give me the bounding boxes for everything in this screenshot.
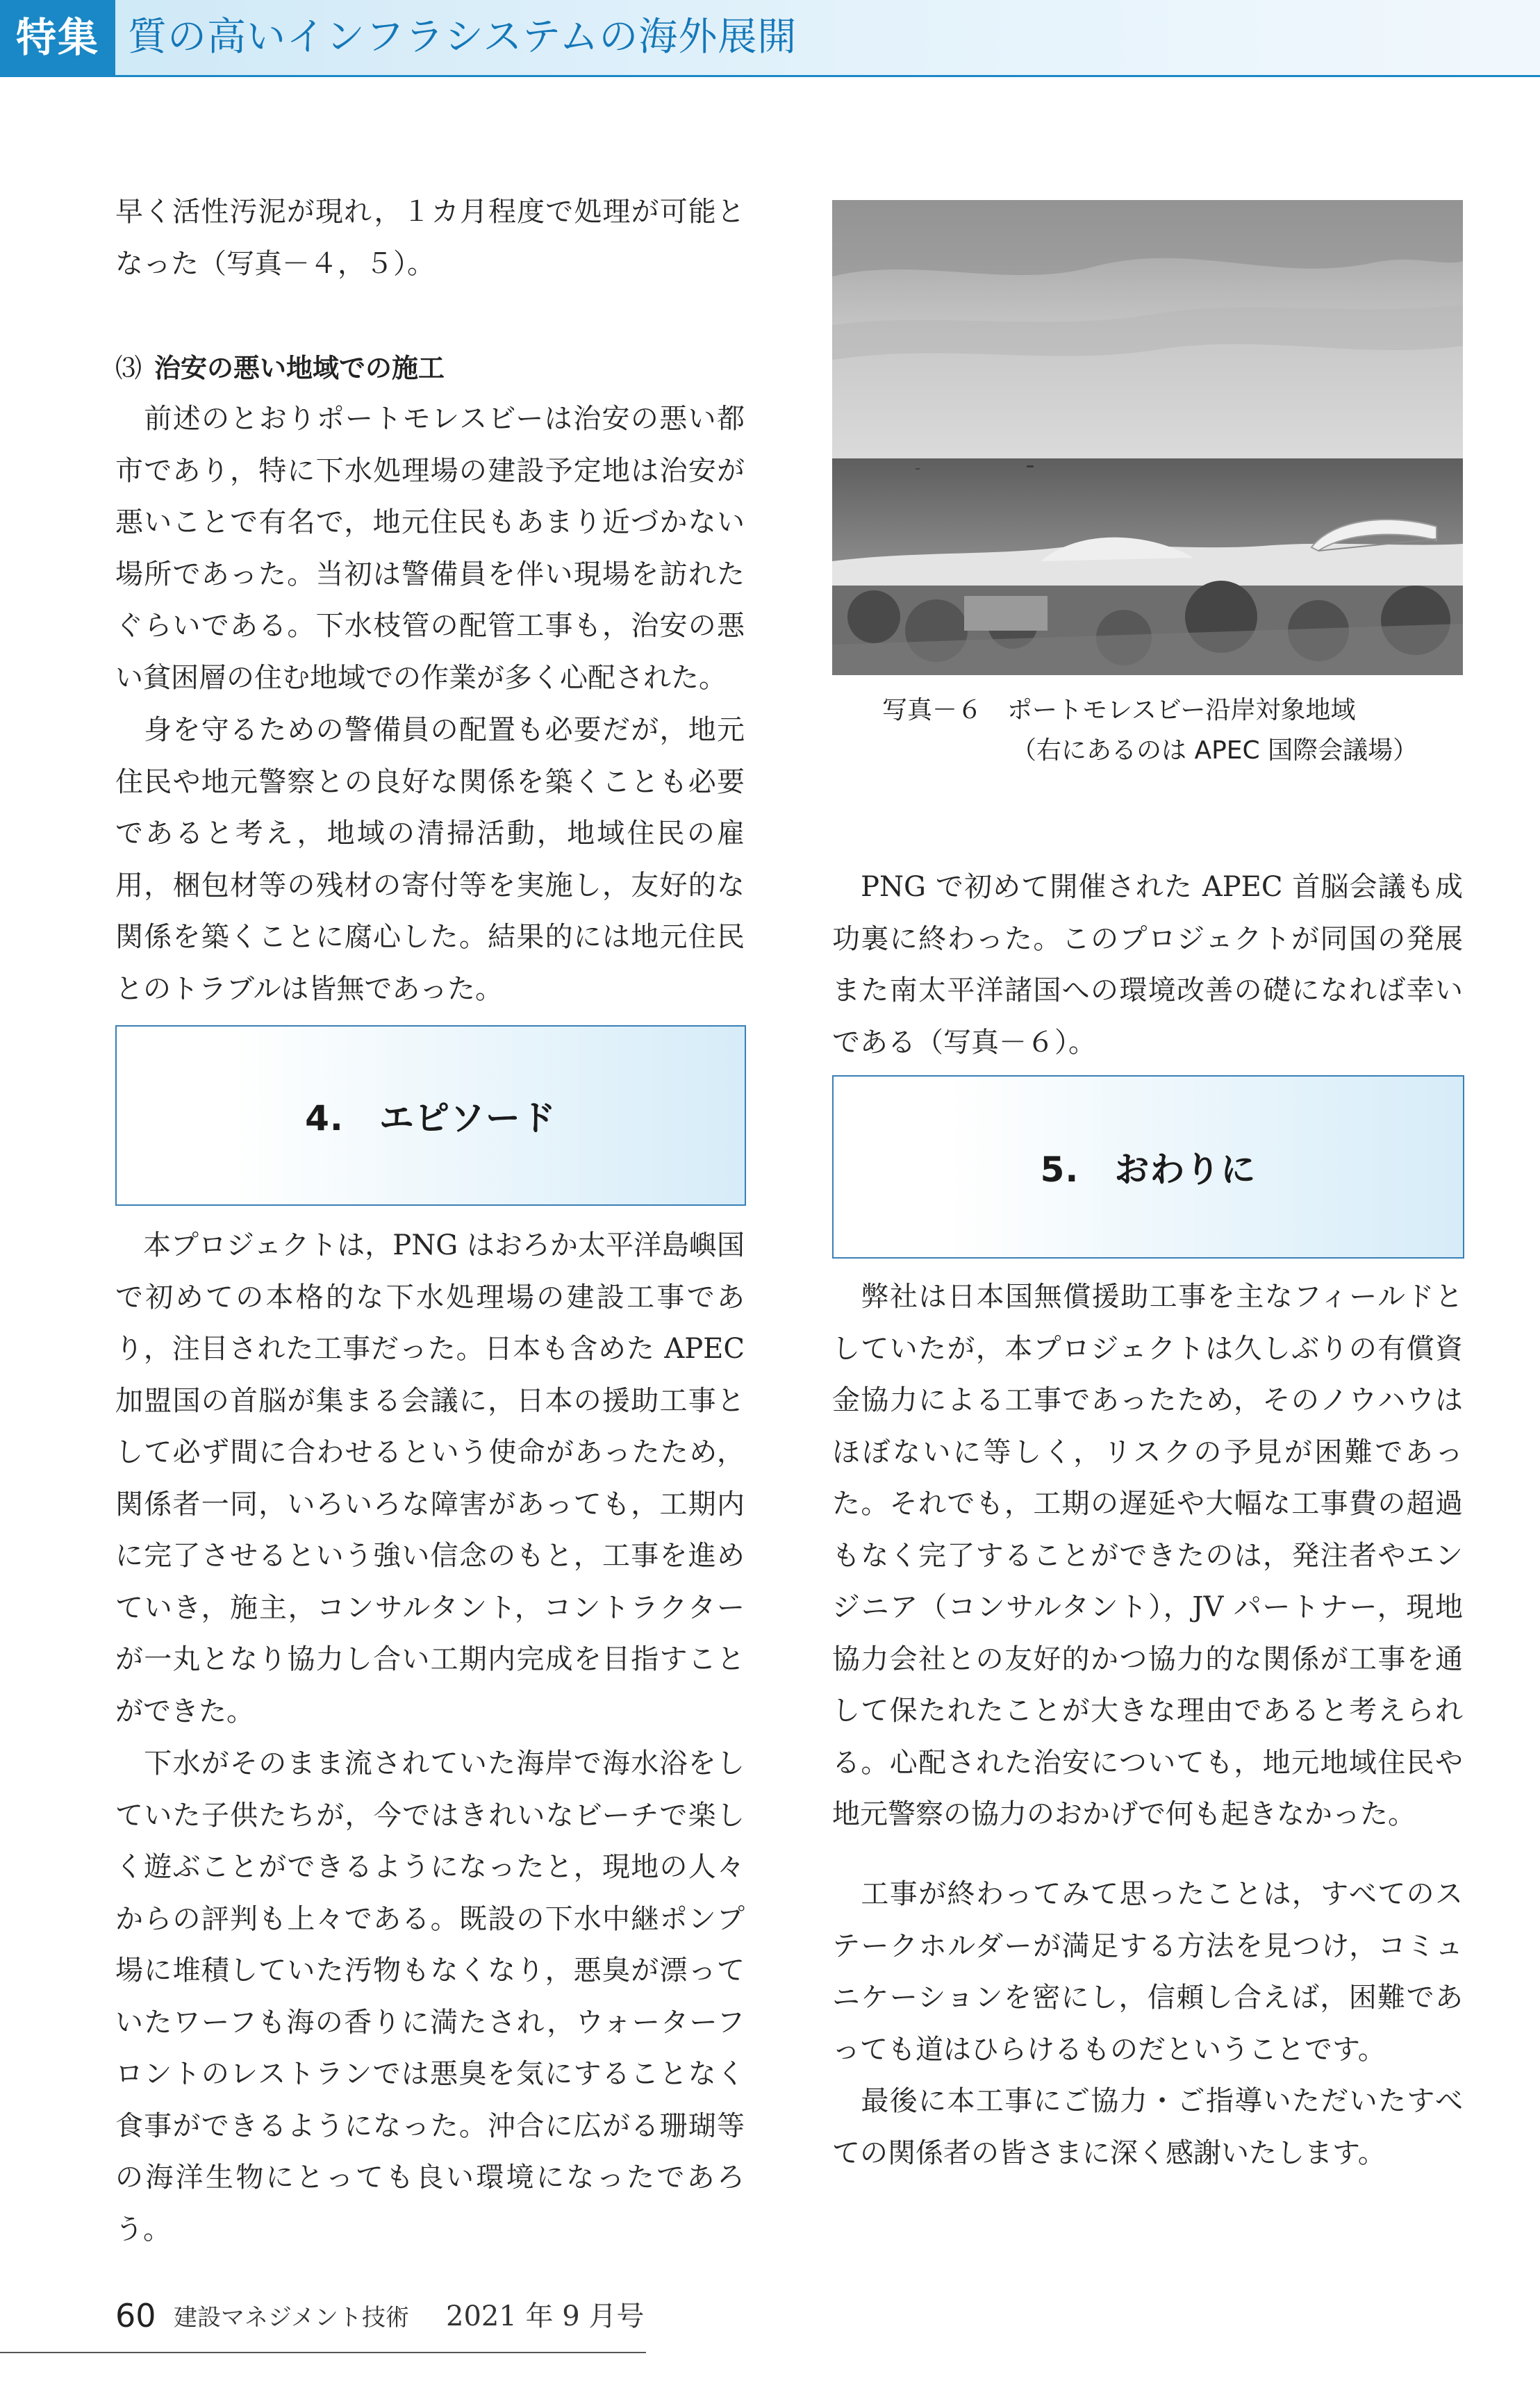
publication-name: 建設マネジメント技術: [174, 2304, 409, 2332]
para-security-1: 前述のとおりポートモレスビーは治安の悪い都市であり，特に下水処理場の建設予定地は治安が悪いことで有名で，地元住民もあまり近づかない場所であった。当初は警備員を伴い現場を訪れたぐらいである。下水枝管の配管工事も，治安の悪い貧困層の住む地域での作業が多く心配された。: [115, 403, 745, 694]
issue-date: 2021 年 9 月号: [446, 2300, 645, 2332]
header-rule: [0, 75, 1540, 77]
para-intro: 早く活性汚泥が現れ，１カ月程度で処理が可能となった（写真－４，５）。: [115, 196, 745, 280]
para-closing-2: 工事が終わってみて思ったことは，すべてのステークホルダーが満足する方法を見つけ，コミュニケーションを密にし，信頼し合えば，困難であっても道はひらけるものだということです。: [832, 1878, 1463, 2066]
page-number: 60: [115, 2297, 156, 2334]
section-4-title: 4. エピソード: [305, 1098, 556, 1138]
para-closing-3: 最後に本工事にご協力・ご指導いただいたすべての関係者の皆さまに深く感謝いたします。: [832, 2085, 1463, 2169]
para-security-2: 身を守るための警備員の配置も必要だが，地元住民や地元警察との良好な関係を築くことも必要であると考え，地域の清掃活動，地域住民の雇用，梱包材等の残材の寄付等を実施し，友好的な関係を築くことに腐心した。結果的には地元住民とのトラブルは皆無であった。: [115, 714, 745, 1005]
subsection-number: ⑶: [115, 353, 142, 383]
section-5-title: 5. おわりに: [1040, 1150, 1257, 1190]
para-episode-1: 本プロジェクトは，PNG はおろか太平洋島嶼国で初めての本格的な下水処理場の建設工事であり，注目された工事だった。日本も含めた APEC 加盟国の首脳が集まる会議に，日本の援助工事として必ず間に合わせるという使命があったため，関係者一同，いろいろな障害があっても，工期内に完了させるという強い信念のもと，工事を進めていき，施主，コンサルタント，コントラクターが一丸となり協力し合い工期内完成を目指すことができた。: [115, 1229, 745, 1727]
subsection-heading: [115, 347, 745, 389]
section-4-box: [115, 1025, 746, 1206]
photo-port-moresby-coast: [832, 200, 1463, 675]
subsection-title: 治安の悪い地域での施工: [154, 353, 445, 383]
para-episode-2: 下水がそのまま流されていた海岸で海水浴をしていた子供たちが，今ではきれいなビーチで楽しく遊ぶことができるようになったと，現地の人々からの評判も上々である。既設の下水中継ポンプ場に堆積していた汚物もなくなり，悪臭が漂っていたワーフも海の香りに満たされ，ウォーターフロントのレストランでは悪臭を気にすることなく食事ができるようになった。沖合に広がる珊瑚等の海洋生物にとっても良い環境になったであろう。: [115, 1748, 745, 2246]
photo-caption-line-1: 写真－６ ポートモレスビー沿岸対象地域: [882, 696, 1356, 724]
header-tag: 特集: [0, 0, 115, 75]
coast-photo-illustration: [832, 200, 1463, 675]
para-apec: PNG で初めて開催された APEC 首脳会議も成功裏に終わった。このプロジェクトが同国の発展また南太平洋諸国への環境改善の礎になれば幸いである（写真－６）。: [832, 871, 1463, 1059]
section-5-box: [832, 1075, 1464, 1259]
header-title: 質の高いインフラシステムの海外展開: [128, 15, 797, 60]
photo-caption-line-2: （右にあるのは APEC 国際会議場）: [1011, 736, 1418, 765]
para-closing-1: 弊社は日本国無償援助工事を主なフィールドとしていたが，本プロジェクトは久しぶりの有償資金協力による工事であったため，そのノウハウはほぼないに等しく，リスクの予見が困難であった。それでも，工期の遅延や大幅な工事費の超過もなく完了することができたのは，発注者やエンジニア（コンサルタント），JV パートナー，現地協力会社との友好的かつ協力的な関係が工事を通して保たれたことが大きな理由であると考えられる。心配された治安についても，地元地域住民や地元警察の協力のおかげで何も起きなかった。: [832, 1281, 1463, 1830]
footer-rule: [0, 2352, 646, 2353]
